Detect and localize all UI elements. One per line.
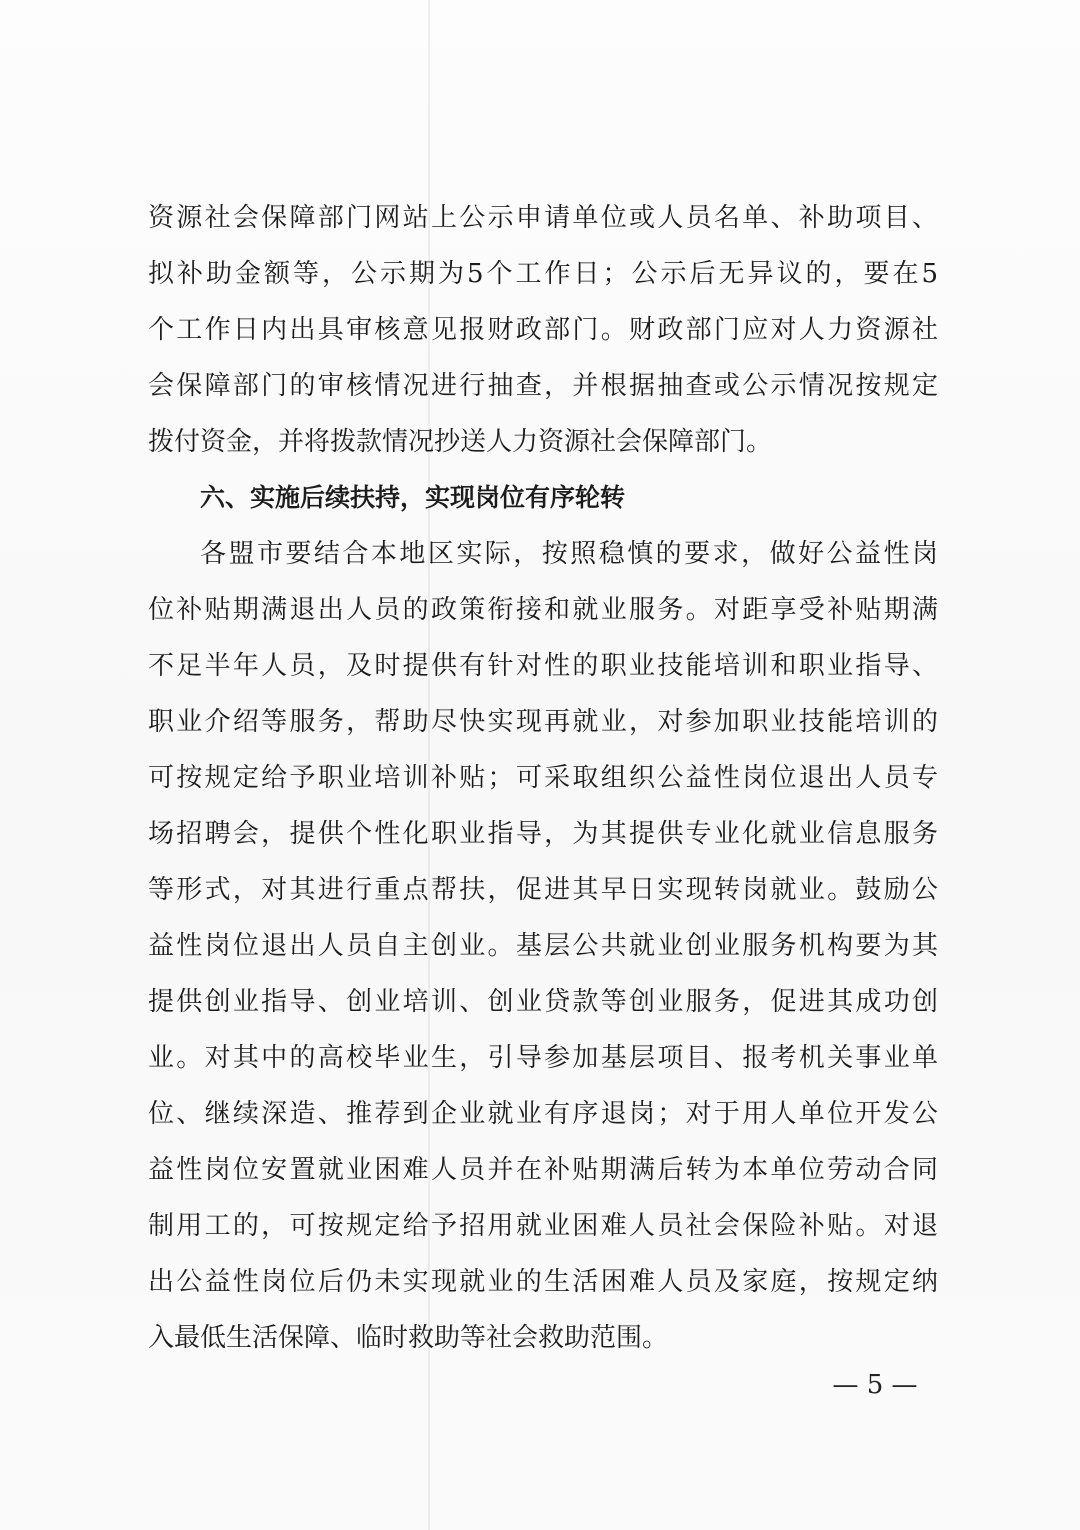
paragraph-line-20: 出公益性岗位后仍未实现就业的生活困难人员及家庭，按规定纳 <box>148 1267 938 1297</box>
paragraph-line-21: 入最低生活保障、临时救助等社会救助范围。 <box>148 1323 669 1353</box>
paragraph-line-11: 可按规定给予职业培训补贴；可采取组织公益性岗位退出人员专 <box>148 763 938 793</box>
paragraph-line-2: 拟补助金额等，公示期为5个工作日；公示后无异议的，要在5 <box>148 259 938 289</box>
paragraph-line-12: 场招聘会，提供个性化职业指导，为其提供专业化就业信息服务 <box>148 819 938 849</box>
paragraph-line-16: 业。对其中的高校毕业生，引导参加基层项目、报考机关事业单 <box>148 1043 938 1073</box>
paragraph-line-9: 不足半年人员，及时提供有针对性的职业技能培训和职业指导、 <box>148 651 938 681</box>
paragraph-line-10: 职业介绍等服务，帮助尽快实现再就业，对参加职业技能培训的 <box>148 707 938 737</box>
paragraph-line-5: 拨付资金，并将拨款情况抄送人力资源社会保障部门。 <box>148 427 773 457</box>
paragraph-line-3: 个工作日内出具审核意见报财政部门。财政部门应对人力资源社 <box>148 315 938 345</box>
page-number: — 5 — <box>832 1370 918 1400</box>
paragraph-line-18: 益性岗位安置就业困难人员并在补贴期满后转为本单位劳动合同 <box>148 1155 938 1185</box>
paragraph-line-1: 资源社会保障部门网站上公示申请单位或人员名单、补助项目、 <box>148 203 938 233</box>
paragraph-line-4: 会保障部门的审核情况进行抽查，并根据抽查或公示情况按规定 <box>148 371 938 401</box>
paragraph-line-17: 位、继续深造、推荐到企业就业有序退岗；对于用人单位开发公 <box>148 1099 938 1129</box>
paragraph-line-7: 各盟市要结合本地区实际，按照稳慎的要求，做好公益性岗 <box>200 539 938 569</box>
paragraph-line-13: 等形式，对其进行重点帮扶，促进其早日实现转岗就业。鼓励公 <box>148 875 938 905</box>
section-heading-6: 六、实施后续扶持，实现岗位有序轮转 <box>200 483 626 512</box>
paragraph-line-19: 制用工的，可按规定给予招用就业困难人员社会保险补贴。对退 <box>148 1211 938 1241</box>
paragraph-line-14: 益性岗位退出人员自主创业。基层公共就业创业服务机构要为其 <box>148 931 938 961</box>
paragraph-line-8: 位补贴期满退出人员的政策衔接和就业服务。对距享受补贴期满 <box>148 595 938 625</box>
paragraph-line-15: 提供创业指导、创业培训、创业贷款等创业服务，促进其成功创 <box>148 987 938 1017</box>
